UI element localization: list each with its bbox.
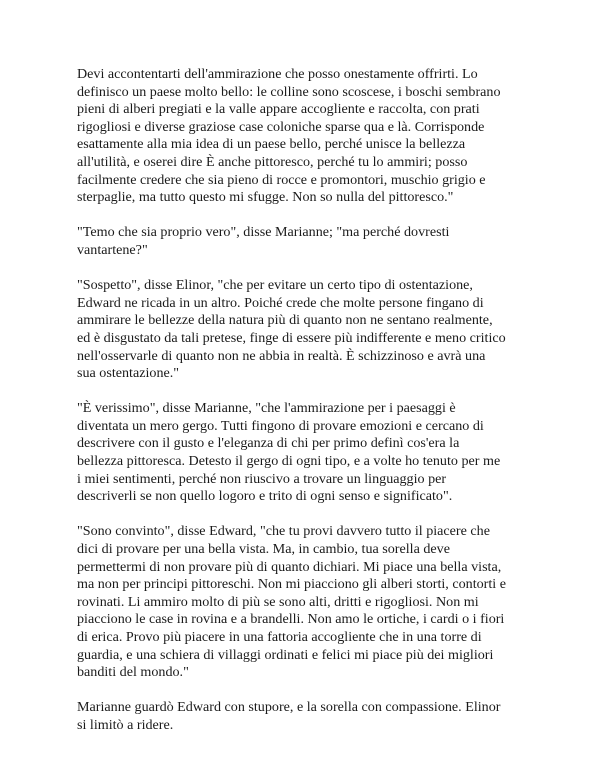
- text-line: guardia, e una schiera di villaggi ordinati e felici mi piace più dei migliori: [77, 646, 494, 663]
- text-line: di erica. Provo più piacere in una fattoria accogliente che in una torre di: [77, 629, 482, 645]
- text-line: ed è disgustato da tali pretese, finge di essere più indifferente e meno critico: [77, 329, 506, 346]
- paragraph-6: [77, 699, 537, 734]
- paragraph-2: [77, 224, 537, 259]
- text-line: Edward ne ricada in un altro. Poiché crede che molte persone fingano di: [77, 294, 484, 311]
- text-line: ammirare le bellezze della natura più di quanto non ne sentano realmente,: [77, 312, 493, 329]
- text-line: pieni di alberi pregiati e la valle appare accogliente e raccolta, con prati: [77, 101, 480, 118]
- text-line: diventata un mero gergo. Tutti fingono di provare emozioni e cercano di: [77, 417, 484, 434]
- text-line: all'utilità, e oserei dire È anche pittoresco, perché tu lo ammiri; posso: [77, 153, 468, 170]
- text-line: "Temo che sia proprio vero", disse Marianne; "ma perché dovresti: [77, 224, 450, 241]
- text-line: banditi del mondo.": [77, 664, 189, 681]
- body-text: [77, 66, 537, 752]
- text-line: "Sospetto", disse Elinor, "che per evitare un certo tipo di ostentazione,: [77, 277, 473, 294]
- text-line: permettermi di non provare più di quanto dichiari. Mi piace una bella vista,: [77, 558, 502, 575]
- paragraph-4: [77, 400, 537, 506]
- text-line: dici di provare per una bella vista. Ma, in cambio, tua sorella deve: [77, 541, 450, 558]
- text-line: vantartene?": [77, 241, 148, 258]
- text-line: i miei sentimenti, perché non riuscivo a trovare un linguaggio per: [77, 470, 447, 487]
- text-line: rigogliosi e diverse graziose case coloniche sparse qua e là. Corrisponde: [77, 118, 485, 135]
- paragraph-1: [77, 66, 537, 207]
- text-line: descrivere con il gusto e l'eleganza di chi per primo definì cos'era la: [77, 435, 460, 452]
- text-line: facilmente credere che sia pieno di rocce e promontori, muschio grigio e: [77, 171, 486, 188]
- text-line: Devi accontentarti dell'ammirazione che posso onestamente offrirti. Lo: [77, 66, 478, 82]
- text-line: definisco un paese molto bello: le colline sono scoscese, i boschi sembrano: [77, 83, 501, 100]
- text-line: "Sono convinto", disse Edward, "che tu provi davvero tutto il piacere che: [77, 523, 490, 540]
- text-line: sterpaglie, ma tutto questo mi sfugge. Non so nulla del pittoresco.": [77, 189, 454, 206]
- text-line: ma non per principi pittoreschi. Non mi piacciono gli alberi storti, contorti e: [77, 576, 506, 593]
- text-line: Marianne guardò Edward con stupore, e la sorella con compassione. Elinor: [77, 699, 501, 716]
- text-line: descriverli se non quello logoro e trito di ogni senso e significato".: [77, 488, 453, 505]
- paragraph-3: [77, 277, 537, 383]
- text-line: bellezza pittoresca. Detesto il gergo di ogni tipo, e a volte ho tenuto per me: [77, 453, 501, 470]
- text-line: sua ostentazione.": [77, 365, 180, 382]
- text-line: si limitò a ridere.: [77, 716, 174, 733]
- paragraph-5: [77, 523, 537, 681]
- text-line: rovinati. Li ammiro molto di più se sono alti, dritti e rigogliosi. Non mi: [77, 593, 479, 610]
- text-line: esattamente alla mia idea di un paese bello, perché unisce la bellezza: [77, 136, 466, 153]
- text-line: nell'osservarle di quanto non ne abbia in realtà. È schizzinoso e avrà una: [77, 347, 486, 364]
- text-line: "È verissimo", disse Marianne, "che l'ammirazione per i paesaggi è: [77, 400, 456, 417]
- text-line: piacciono le case in rovina e a brandelli. Non amo le ortiche, i cardi o i fiori: [77, 611, 505, 628]
